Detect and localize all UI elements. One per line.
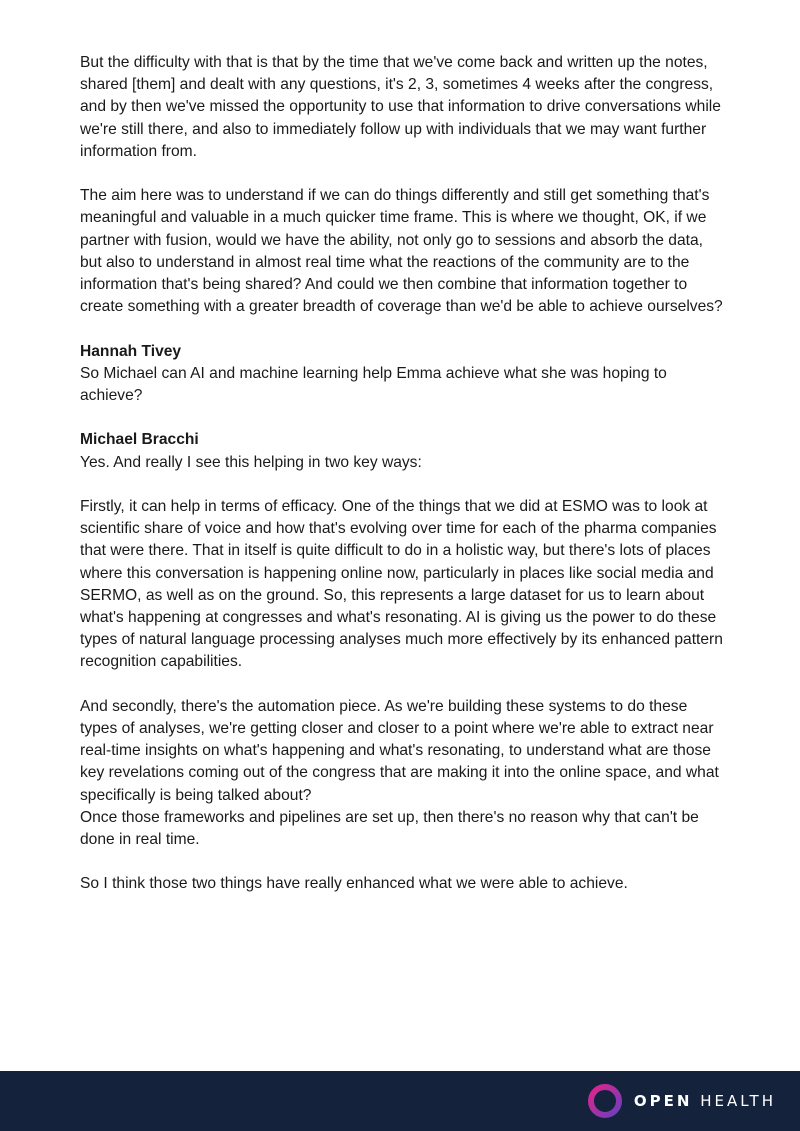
- speaker-name: Hannah Tivey: [80, 342, 182, 360]
- paragraph: [80, 696, 728, 851]
- paragraph-text: Once those frameworks and pipelines are set up, then there's no reason why that can't be done in real time.: [80, 808, 699, 849]
- paragraph: [80, 185, 728, 318]
- open-health-ring-logo-icon: [586, 1082, 624, 1120]
- footer-bar: [0, 1071, 800, 1131]
- paragraph: [80, 873, 728, 895]
- paragraph: [80, 429, 728, 473]
- paragraph-text: Firstly, it can help in terms of efficacy. One of the things that we did at ESMO was to look at scientific share of voice and how that's evolving over time for each of the pharma companies that were there. That in itself is quite difficult to do in a holistic way, but there's lots of places where this conversation is happening online now, particularly in places like social media and SERMO, as well as on the ground. So, this represents a large dataset for us to learn about what's happening at congresses and what's resonating. AI is giving us the power to do these types of natural language processing analyses much more effectively by its enhanced pattern recognition capabilities.: [80, 498, 723, 671]
- paragraph-text: And secondly, there's the automation piece. As we're building these systems to do these types of analyses, we're getting closer and closer to a point where we're able to extract near real-time insights on what's happening and what's resonating, to understand what are those key revelations coming out of the congress that are making it into the online space, and what specifically is being talked about?: [80, 697, 719, 804]
- paragraph-text: Yes. And really I see this helping in two key ways:: [80, 453, 422, 471]
- paragraph-text: But the difficulty with that is that by the time that we've come back and written up the notes, shared [them] and dealt with any questions, it's 2, 3, sometimes 4 weeks after the congress, and by then we've missed the opportunity to use that information to drive conversations while we're still there, and also to immediately follow up with individuals that we may want further information from.: [80, 54, 721, 160]
- paragraph: [80, 52, 728, 163]
- paragraph: [80, 496, 728, 674]
- speaker-name: Michael Bracchi: [80, 431, 199, 449]
- paragraph: [80, 341, 728, 408]
- open-health-logo: [586, 1082, 776, 1120]
- paragraph-text: So I think those two things have really enhanced what we were able to achieve.: [80, 875, 628, 893]
- logo-word-health: HEALTH: [700, 1092, 776, 1110]
- paragraph-text: The aim here was to understand if we can do things differently and still get something that's meaningful and valuable in a much quicker time frame. This is where we thought, OK, if we partner with fusion, would we have the ability, not only go to sessions and absorb the data, but also to understand in almost real time what the reactions of the community are to the information that's being shared? And could we then combine that information together to create something with a greater breadth of coverage than we'd be able to achieve ourselves?: [80, 187, 723, 316]
- paragraph-text: So Michael can AI and machine learning help Emma achieve what she was hoping to achieve?: [80, 364, 667, 405]
- logo-wordmark: [634, 1092, 776, 1110]
- transcript-body: [80, 52, 728, 918]
- logo-word-open: OPEN: [633, 1092, 693, 1110]
